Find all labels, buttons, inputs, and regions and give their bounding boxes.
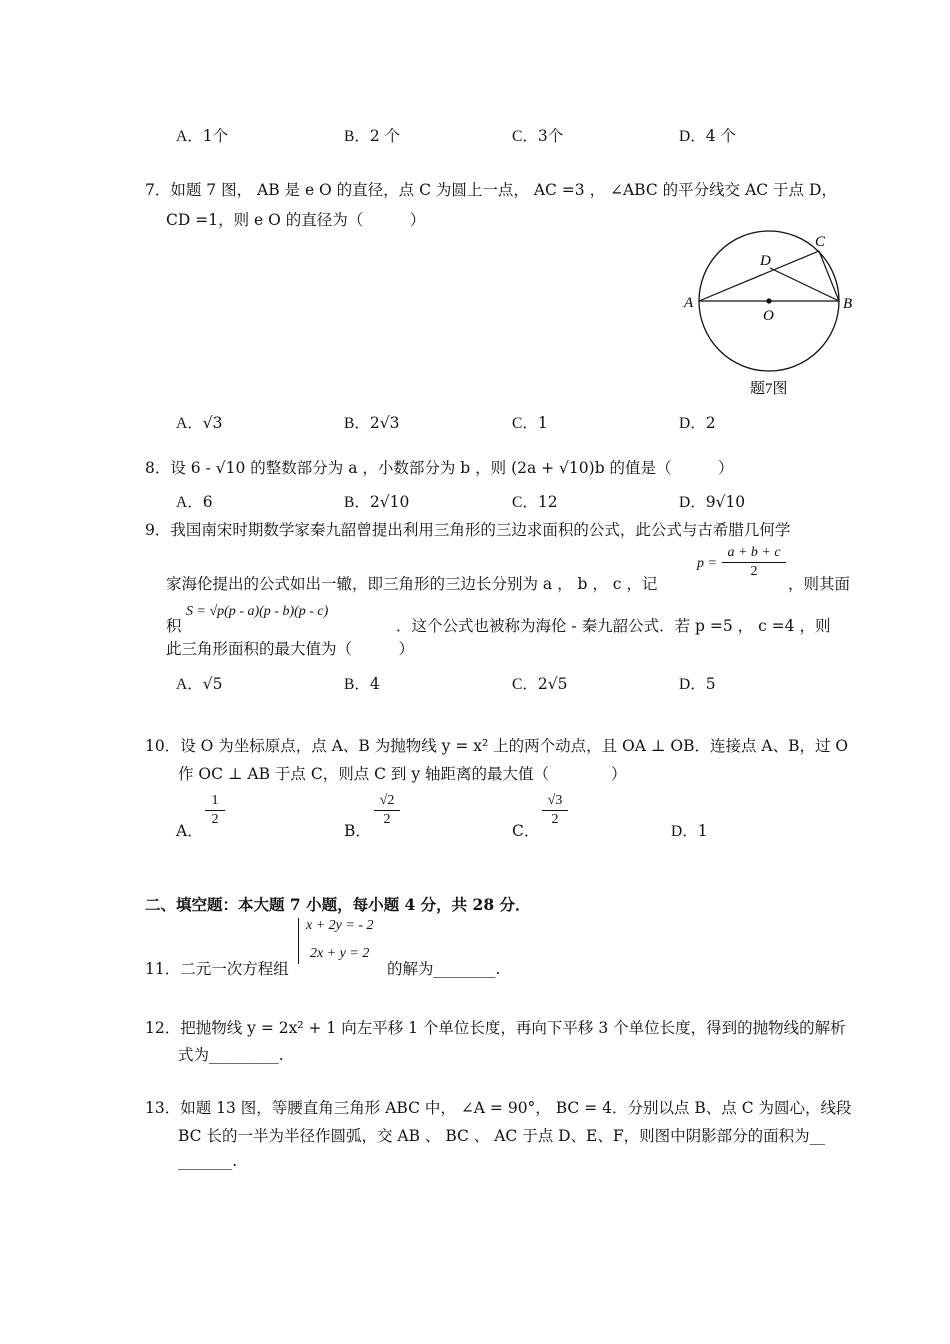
bisector-bd bbox=[770, 268, 839, 301]
q9-option-d bbox=[679, 672, 716, 694]
fraction-denominator: 2 bbox=[750, 564, 758, 579]
q10-option-b-fraction bbox=[374, 793, 400, 828]
option-label: D． bbox=[679, 676, 706, 693]
label-d: D bbox=[760, 253, 771, 269]
option-label: A． bbox=[176, 676, 203, 693]
q10-option-c-label: C． bbox=[512, 822, 540, 840]
fraction-numerator: 1 bbox=[211, 793, 219, 808]
q8-option-d bbox=[679, 490, 745, 512]
fraction-bar bbox=[722, 562, 786, 563]
option-value: 1个 bbox=[202, 127, 229, 145]
q6-option-b bbox=[344, 124, 400, 146]
option-value: 2 个 bbox=[369, 127, 401, 145]
q7-line1: 7．如题 7 图， AB 是 e O 的直径，点 C 为圆上一点， AC =3 ， ∠ABC 的平分线交 AC 于点 D， bbox=[145, 181, 837, 199]
fraction-bar bbox=[542, 810, 568, 811]
fraction-denominator: 2 bbox=[551, 812, 559, 827]
fraction-numerator: √2 bbox=[379, 793, 395, 808]
label-b: B bbox=[843, 296, 853, 312]
option-value: 2√10 bbox=[369, 493, 410, 511]
q9-line2b: ，则其面 bbox=[788, 575, 851, 593]
option-label: B． bbox=[344, 494, 370, 511]
system-brace bbox=[298, 918, 301, 964]
q9-line3a: 积 bbox=[166, 617, 182, 635]
option-value: 9√10 bbox=[705, 493, 746, 511]
option-label: B． bbox=[344, 415, 370, 432]
fraction-numerator: a + b + c bbox=[727, 545, 781, 560]
q9-line4: 此三角形面积的最大值为（ ） bbox=[166, 640, 415, 658]
fraction-bar bbox=[374, 810, 400, 811]
option-value: 1 bbox=[537, 414, 548, 432]
q9-option-b bbox=[344, 672, 380, 694]
q8-option-c bbox=[512, 490, 558, 512]
q9-line1: 9．我国南宋时期数学家秦九韶曾提出利用三角形的三边求面积的公式，此公式与古希腊几何学 bbox=[145, 521, 791, 539]
option-value: 5 bbox=[705, 675, 716, 693]
q13-line3: _______. bbox=[178, 1152, 238, 1170]
q10-option-c-fraction bbox=[542, 793, 568, 828]
option-label: C． bbox=[512, 415, 538, 432]
option-value: 4 bbox=[369, 675, 380, 693]
q13-line1: 13．如题 13 图，等腰直角三角形 ABC 中， ∠A = 90°， BC = 4．分别以点 B、点 C 为圆心，线段 bbox=[145, 1099, 852, 1117]
label-a: A bbox=[684, 295, 694, 311]
q7-line2: CD =1，则 e O 的直径为（ ） bbox=[166, 211, 426, 229]
option-value: 1 bbox=[697, 822, 708, 840]
q12-line1: 12．把抛物线 y = 2x² + 1 向左平移 1 个单位长度，再向下平移 3 个单位长度，得到的抛物线的解析 bbox=[145, 1019, 846, 1037]
q10-option-a-label: A． bbox=[176, 822, 203, 840]
option-label: A． bbox=[176, 128, 203, 145]
fraction-bar bbox=[205, 810, 225, 811]
q9-option-a bbox=[176, 672, 222, 694]
q10-option-a-fraction bbox=[205, 793, 225, 828]
q10-option-d bbox=[671, 819, 708, 841]
q11-eq2: 2x + y = 2 bbox=[310, 946, 370, 961]
option-label: B． bbox=[344, 128, 370, 145]
figure-caption: 题7图 bbox=[750, 381, 788, 397]
option-label: A． bbox=[176, 494, 203, 511]
q7-option-d bbox=[679, 411, 716, 433]
q11-suffix: 的解为________. bbox=[387, 960, 501, 978]
q7-option-c bbox=[512, 411, 548, 433]
q7-figure bbox=[678, 228, 858, 403]
q10-line1: 10．设 O 为坐标原点，点 A、B 为抛物线 y = x² 上的两个动点，且 OA ⊥ OB．连接点 A、B，过 O bbox=[145, 737, 849, 755]
q6-option-d bbox=[679, 124, 736, 146]
option-value: 2√5 bbox=[537, 675, 568, 693]
q9-line3b: ．这个公式也被称为海伦 - 秦九韶公式．若 p =5 ， c =4 ，则 bbox=[396, 617, 831, 635]
q8-option-a bbox=[176, 490, 213, 512]
option-label: D． bbox=[679, 494, 706, 511]
option-value: 6 bbox=[202, 493, 213, 511]
q9-p-fraction bbox=[722, 545, 786, 580]
option-value: 2√3 bbox=[369, 414, 400, 432]
option-label: C． bbox=[512, 676, 538, 693]
label-c: C bbox=[815, 234, 826, 250]
center-point bbox=[766, 298, 771, 303]
q7-option-b bbox=[344, 411, 399, 433]
q10-option-b-label: B． bbox=[344, 822, 371, 840]
q9-line2a: 家海伦提出的公式如出一辙，即三角形的三边长分别为 a ， b ， c ，记 bbox=[166, 575, 658, 593]
option-value: √3 bbox=[202, 414, 223, 432]
q8-option-b bbox=[344, 490, 409, 512]
section2-title: 二、填空题：本大题 7 小题，每小题 4 分，共 28 分． bbox=[145, 895, 531, 914]
option-label: A． bbox=[176, 415, 203, 432]
q11-eq1: x + 2y = - 2 bbox=[306, 918, 374, 933]
chord-ac bbox=[699, 251, 819, 301]
option-label: D． bbox=[679, 415, 706, 432]
option-label: D． bbox=[671, 823, 698, 840]
fraction-denominator: 2 bbox=[383, 812, 391, 827]
option-label: C． bbox=[512, 494, 538, 511]
q9-p-lhs: p = bbox=[697, 556, 717, 571]
option-label: B． bbox=[344, 676, 370, 693]
option-label: C． bbox=[512, 128, 538, 145]
q10-line2: 作 OC ⊥ AB 于点 C，则点 C 到 y 轴距离的最大值（ ） bbox=[178, 765, 627, 783]
q11-prefix: 11．二元一次方程组 bbox=[145, 960, 289, 978]
q6-option-c bbox=[512, 124, 563, 146]
fraction-denominator: 2 bbox=[211, 812, 219, 827]
label-o: O bbox=[763, 308, 774, 324]
option-value: √5 bbox=[202, 675, 223, 693]
q6-option-a bbox=[176, 124, 228, 146]
q12-line2: 式为_________. bbox=[178, 1046, 284, 1064]
q13-line2: BC 长的一半为半径作圆弧，交 AB 、 BC 、 AC 于点 D、E、F，则图中阴影部分的面积为__ bbox=[178, 1127, 826, 1145]
fraction-numerator: √3 bbox=[547, 793, 563, 808]
q7-option-a bbox=[176, 411, 222, 433]
option-value: 2 bbox=[705, 414, 716, 432]
q9-option-c bbox=[512, 672, 567, 694]
option-value: 4 个 bbox=[705, 127, 736, 145]
q9-formula: S = √p(p - a)(p - b)(p - c) bbox=[186, 604, 329, 619]
option-value: 12 bbox=[537, 493, 558, 511]
q8-line1: 8．设 6 - √10 的整数部分为 a ，小数部分为 b ，则 (2a + √10)b 的值是（ ） bbox=[145, 459, 734, 477]
option-label: D． bbox=[679, 128, 706, 145]
option-value: 3个 bbox=[537, 127, 564, 145]
